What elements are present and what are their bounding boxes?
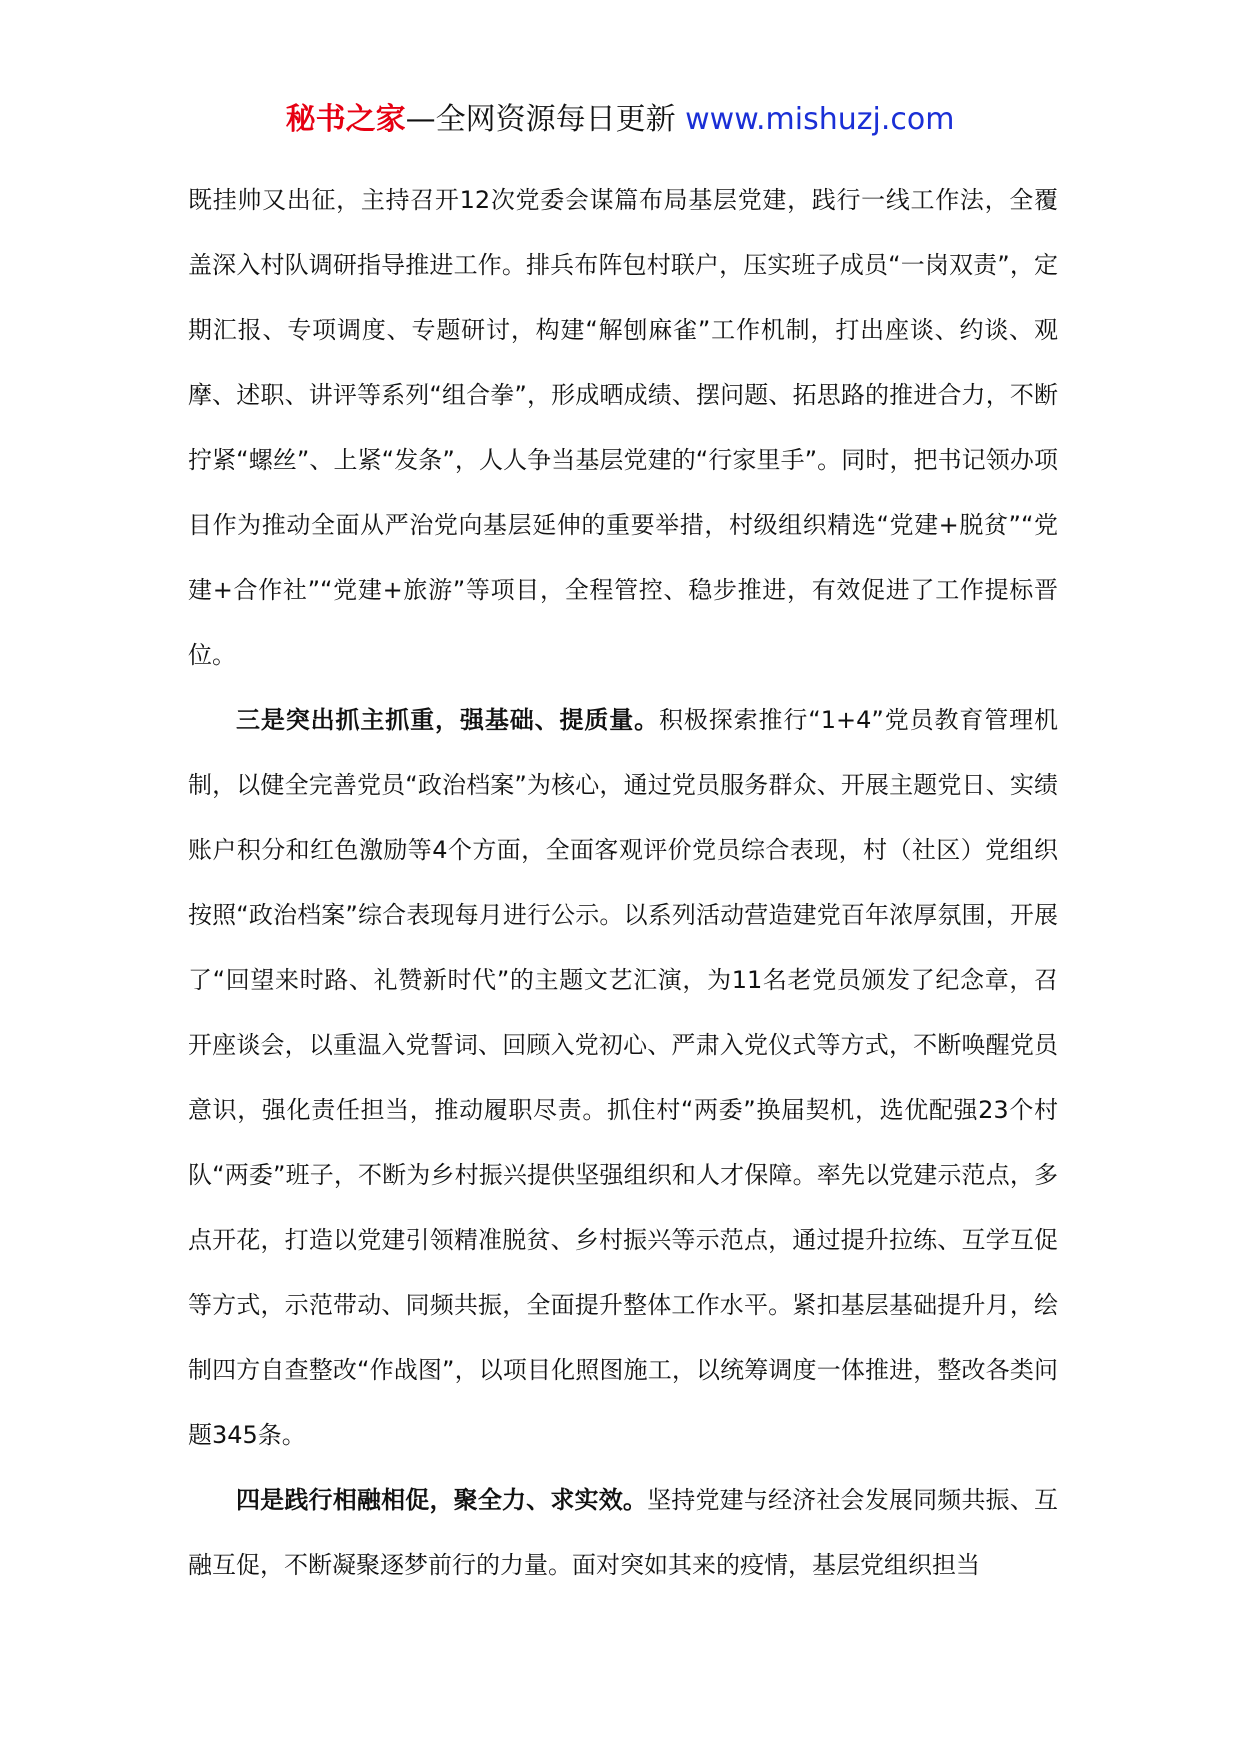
paragraph-text: 积极探索推行“1+4”党员教育管理机制，以健全完善党员“政治档案”为核心，通过党员服务群众、开展主题党日、实绩账户积分和红色激励等4个方面，全面客观评价党员综合表现，村（社区）党组织按照“政治档案”综合表现每月进行公示。以系列活动营造建党百年浓厚氛围，开展了“回望来时路、礼赞新时代”的主题文艺汇演，为11名老党员颁发了纪念章，召开座谈会，以重温入党誓词、回顾入党初心、严肃入党仪式等方式，不断唤醒党员意识，强化责任担当，推动履职尽责。抓住村“两委”换届契机，选优配强23个村队“两委”班子，不断为乡村振兴提供坚强组织和人才保障。率先以党建示范点，多点开花，打造以党建引领精准脱贫、乡村振兴等示范点，通过提升拉练、互学互促等方式，示范带动、同频共振，全面提升整体工作水平。紧扣基层基础提升月，绘制四方自查整改“作战图”，以项目化照图施工，以统筹调度一体推进，整改各类问题345条。 (188, 706, 1059, 1449)
document-body (188, 168, 1058, 1598)
paragraph-lead: 四是践行相融相促，聚全力、求实效。 (236, 1486, 648, 1514)
paragraph-text: 既挂帅又出征，主持召开12次党委会谋篇布局基层党建，践行一线工作法，全覆盖深入村队调研指导推进工作。排兵布阵包村联户，压实班子成员“一岗双责”，定期汇报、专项调度、专题研讨，构建“解刨麻雀”工作机制，打出座谈、约谈、观摩、述职、讲评等系列“组合拳”，形成晒成绩、摆问题、拓思路的推进合力，不断拧紧“螺丝”、上紧“发条”，人人争当基层党建的“行家里手”。同时，把书记领办项目作为推动全面从严治党向基层延伸的重要举措，村级组织精选“党建+脱贫”“党建+合作社”“党建+旅游”等项目，全程管控、稳步推进，有效促进了工作提标晋位。 (188, 186, 1058, 669)
site-url-link[interactable]: www.mishuzj.com (685, 102, 955, 137)
paragraph-lead: 三是突出抓主抓重，强基础、提质量。 (236, 706, 660, 734)
paragraph-continued (188, 168, 1058, 688)
paragraph-section-three (188, 688, 1058, 1468)
header-tagline: —全网资源每日更新 (405, 102, 676, 137)
brand-name: 秘书之家 (285, 102, 406, 137)
paragraph-text: 坚持党建与经济社会发展同频共振、互融互促，不断凝聚逐梦前行的力量。面对突如其来的疫情，基层党组织担当 (188, 1486, 1059, 1579)
paragraph-section-four (188, 1468, 1058, 1598)
site-header (0, 100, 1240, 140)
